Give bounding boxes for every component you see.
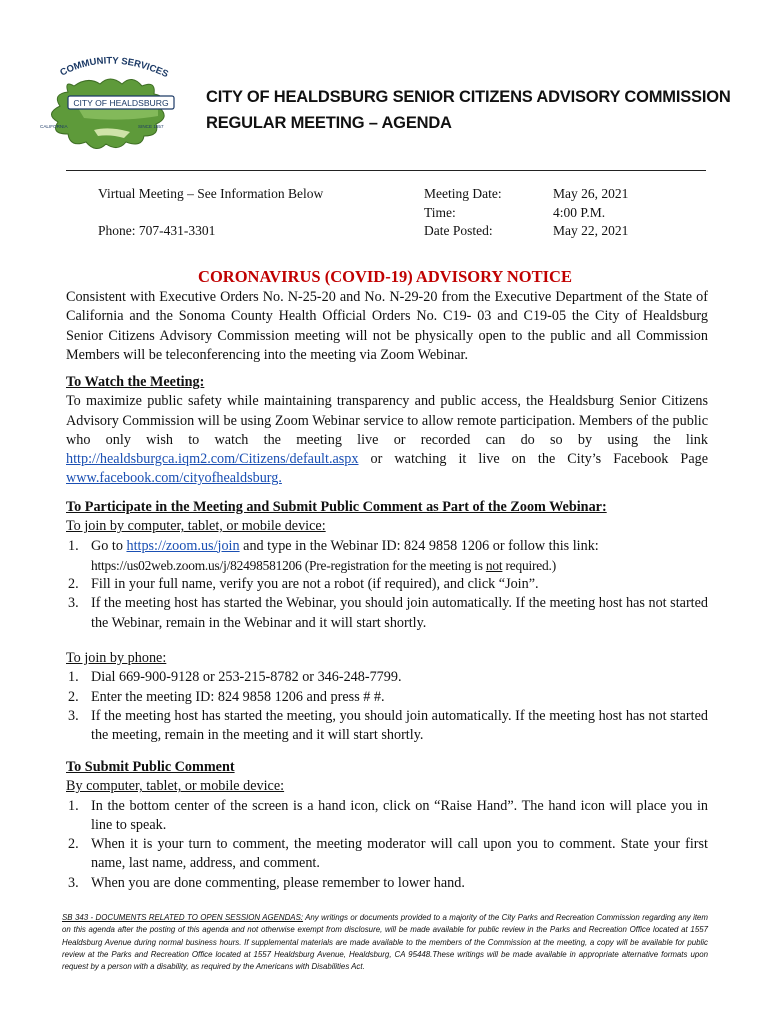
meeting-info-labels [424,185,502,241]
list-item [66,707,708,746]
list-item [66,575,708,594]
zoom-webinar-link-line [91,556,708,575]
list-item [66,668,708,687]
list-text: Fill in your full name, verify you are not a robot (if required), and click “Join”. [91,576,539,593]
community-services-logo [34,56,184,156]
logo-banner-text: CITY OF HEALDSBURG [73,98,169,108]
join-phone-section [66,649,708,745]
agenda-portal-link[interactable]: http://healdsburgca.iqm2.com/Citizens/default.aspx [66,451,359,468]
zoom-join-link[interactable]: https://zoom.us/join [126,537,240,554]
list-item [66,688,708,707]
list-text: required.) [505,557,556,573]
not-emphasis: not [485,557,503,573]
list-text: Enter the meeting ID: 824 9858 1206 and press # #. [91,688,385,705]
submit-comment-heading: To Submit Public Comment [66,759,235,775]
agenda-title-line2: REGULAR MEETING – AGENDA [206,114,452,132]
list-item [66,874,708,893]
meeting-date-label: Meeting Date: [424,186,502,201]
watch-body [66,392,708,488]
sb343-disclosure [62,912,708,973]
list-text: Go to [91,537,123,554]
list-text: In the bottom center of the screen is a hand icon, click on “Raise Hand”. The hand icon will place you in line to speak. [91,797,708,833]
date-posted-value: May 22, 2021 [553,223,629,238]
list-text: https://us02web.zoom.us/j/82498581206 (Pre-registration for the meeting is [91,557,483,573]
list-item [66,835,708,874]
list-number: 3. [68,595,79,612]
list-text: If the meeting host has started the Webinar, you should join automatically. If the meeting host has not started the Webinar, remain in the Webinar and it will start shortly. [91,595,708,631]
submit-comment-section [66,758,708,893]
join-phone-subheading: To join by phone: [66,650,167,666]
list-number: 2. [68,836,79,853]
list-number: 1. [68,537,79,554]
logo-left-text: CALIFORNIA [40,124,68,129]
list-text: When you are done commenting, please remember to lower hand. [91,874,465,891]
covid-notice-heading: CORONAVIRUS (COVID-19) ADVISORY NOTICE [198,267,572,286]
list-item [66,594,708,633]
join-computer-subheading: To join by computer, tablet, or mobile device: [66,518,326,535]
watch-section [66,373,708,489]
meeting-info-values [553,185,628,241]
list-number: 2. [68,688,79,705]
logo-right-text: SINCE 1857 [138,124,164,129]
list-number: 2. [68,576,79,593]
list-item [66,537,708,576]
time-label: Time: [424,204,456,220]
time-value: 4:00 P.M. [553,204,606,220]
watch-middle-text: or watching it live on the City’s Facebook Page [370,451,709,468]
list-text: If the meeting host has started the meeting, you should join automatically. If the meeting host has not started the meeting, remain in the meeting and it will start shortly. [91,707,708,744]
sb343-body: Any writings or documents provided to a majority of the City Parks and Recreation Commission regarding any item on this agenda after the posting of this agenda and not otherwise exempt from disclosure, will be made available for public review in the Parks and Recreation Office located at 1557 Healdsburg Avenue during normal business hours. If supplemental materials are made available to the members of the Commission at the meeting, a copy will be available for public review at the Parks and Recreation Office located at 1557 Healdsburg Avenue, Healdsburg, CA 95448.These writings will be made available in appropriate alternative formats upon request by a person with a disability, as required by the Americans with Disabilities Act. [62,913,708,972]
list-text: When it is your turn to comment, the meeting moderator will call upon you to comment. State your first name, last name, address, and comment. [91,836,708,872]
sb343-heading: SB 343 - DOCUMENTS RELATED TO OPEN SESSION AGENDAS: [62,913,304,922]
participate-section [66,498,708,633]
facebook-page-link[interactable]: www.facebook.com/cityofhealdsburg. [66,470,282,487]
list-number: 1. [68,797,79,814]
watch-heading: To Watch the Meeting: [66,374,205,390]
list-text: and type in the Webinar ID: 824 9858 1206 or follow this link: [243,537,599,554]
list-number: 3. [68,874,79,891]
list-number: 3. [68,707,79,724]
agenda-title-line1: CITY OF HEALDSBURG SENIOR CITIZENS ADVISORY COMMISSION [206,88,731,106]
covid-notice-body: Consistent with Executive Orders No. N-25-20 and No. N-29-20 from the Executive Department of the State of California and the Sonoma County Health Official Orders No. C19- 03 and C19-05 the City of Healdsburg Senior Citizens Advisory Commission meeting will not be physically open to the public and all Commission Members will be teleconferencing into the meeting via Zoom Webinar. [66,289,708,363]
list-item [66,797,708,836]
submit-comment-subheading: By computer, tablet, or mobile device: [66,778,285,795]
meeting-date-value: May 26, 2021 [553,186,629,201]
virtual-meeting-note: Virtual Meeting – See Information Below [98,186,324,201]
list-number: 1. [68,669,79,686]
list-text: Dial 669-900-9128 or 253-215-8782 or 346-248-7799. [91,669,402,686]
phone-number: Phone: 707-431-3301 [98,223,216,238]
watch-body-text: To maximize public safety while maintaining transparency and public access, the Healdsburg Senior Citizens Advisory Commission will be using Zoom Webinar service to allow remote participation. Members of the public who only wish to watch the meeting live or recorded can do so by using the link [66,393,708,448]
date-posted-label: Date Posted: [424,223,493,238]
logo-arc-text: COMMUNITY SERVICES [58,56,170,81]
header-divider [66,170,706,171]
participate-heading: To Participate in the Meeting and Submit Public Comment as Part of the Zoom Webinar: [66,499,607,515]
